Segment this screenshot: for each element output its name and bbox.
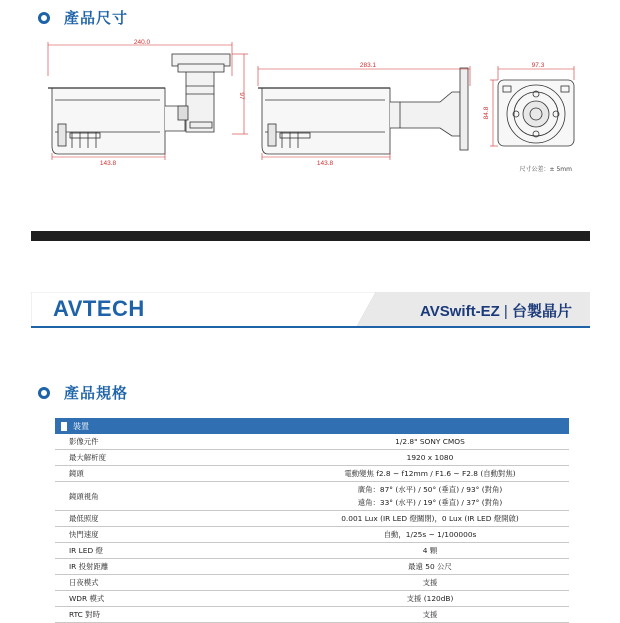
- product-tag: 台製晶片: [511, 303, 572, 320]
- spec-label: RTC 對時: [55, 607, 291, 623]
- mount-total-length: 283.1: [359, 62, 377, 69]
- side-body-length: 143.8: [99, 160, 117, 166]
- tolerance-note: 尺寸公差：± 5mm: [519, 166, 572, 173]
- dimensions-heading: [38, 7, 128, 28]
- brand-banner: [31, 292, 590, 328]
- bullet-icon: [38, 12, 50, 24]
- spec-value-line: 支援: [422, 578, 438, 587]
- spec-category-label: 裝置: [73, 421, 89, 431]
- spec-label: IR LED 燈: [55, 543, 291, 559]
- spec-value: [291, 607, 569, 623]
- avtech-logo: AVTECH: [53, 296, 145, 321]
- spec-value-line: 最遠 50 公尺: [408, 562, 452, 571]
- spec-label: 日夜模式: [55, 575, 291, 591]
- spec-label: WDR 模式: [55, 591, 291, 607]
- spec-value: [291, 559, 569, 575]
- table-row: [55, 575, 569, 591]
- spec-value-line: 0.001 Lux (IR LED 燈關閉)，0 Lux (IR LED 燈開啟): [341, 514, 519, 523]
- spec-table: [55, 434, 569, 623]
- dimensions-title: 產品尺寸: [64, 9, 129, 27]
- front-height: 84.8: [483, 106, 490, 120]
- table-row: [55, 559, 569, 575]
- spec-label: 最大解析度: [55, 450, 291, 466]
- spec-label: 鏡頭視角: [55, 482, 291, 511]
- front-width: 97.3: [531, 62, 545, 69]
- spec-value: [291, 466, 569, 482]
- specs-title: 產品規格: [64, 384, 129, 402]
- camera-side-view: [48, 54, 230, 154]
- spec-value: [291, 482, 569, 511]
- product-logo: AVSwift-EZ | 台製晶片: [420, 303, 572, 320]
- table-row: [55, 466, 569, 482]
- camera-front-view: [498, 80, 574, 146]
- spec-label: 最低照度: [55, 511, 291, 527]
- table-row: [55, 482, 569, 511]
- spec-value-line: 4 顆: [422, 546, 438, 555]
- table-row: [55, 511, 569, 527]
- spec-value-line: 電動變焦 f2.8 ~ f12mm / F1.6 ~ F2.8 (自動對焦): [344, 469, 516, 478]
- spec-value: [291, 511, 569, 527]
- spec-value-line: 廣角：87° (水平) / 50° (垂直) / 93° (對角): [357, 485, 503, 494]
- spec-value: [291, 591, 569, 607]
- side-total-length: 240.0: [133, 39, 151, 46]
- spec-label: 快門速度: [55, 527, 291, 543]
- spec-label: 影像元件: [55, 434, 291, 450]
- spec-value: [291, 434, 569, 450]
- table-row: [55, 591, 569, 607]
- product-name: AVSwift-EZ: [420, 303, 500, 320]
- specs-heading: [38, 382, 128, 403]
- bullet-icon: [38, 387, 50, 399]
- spec-value-line: 1920 x 1080: [406, 453, 454, 462]
- table-row: [55, 543, 569, 559]
- spec-value-line: 支援: [422, 610, 438, 619]
- dimension-drawings: [0, 36, 620, 166]
- spec-value-line: 遠角：33° (水平) / 19° (垂直) / 37° (對角): [357, 498, 503, 507]
- spec-value: [291, 575, 569, 591]
- table-row: [55, 607, 569, 623]
- spec-value-line: 1/2.8" SONY CMOS: [395, 437, 465, 446]
- spec-value-line: 支援 (120dB): [406, 594, 454, 603]
- category-marker-icon: [61, 422, 67, 431]
- spec-category-header: [55, 418, 569, 434]
- mount-body-length: 143.8: [316, 160, 334, 166]
- spec-value-line: 自動，1/25s ~ 1/100000s: [383, 530, 477, 539]
- spec-value: [291, 543, 569, 559]
- spec-label: 鏡頭: [55, 466, 291, 482]
- camera-mount-view: [258, 68, 468, 154]
- table-row: [55, 527, 569, 543]
- spec-value: [291, 450, 569, 466]
- side-height: 97: [238, 92, 245, 100]
- table-row: [55, 450, 569, 466]
- table-row: [55, 434, 569, 450]
- spec-value: [291, 527, 569, 543]
- spec-label: IR 投射距離: [55, 559, 291, 575]
- separator-bar: [31, 231, 590, 241]
